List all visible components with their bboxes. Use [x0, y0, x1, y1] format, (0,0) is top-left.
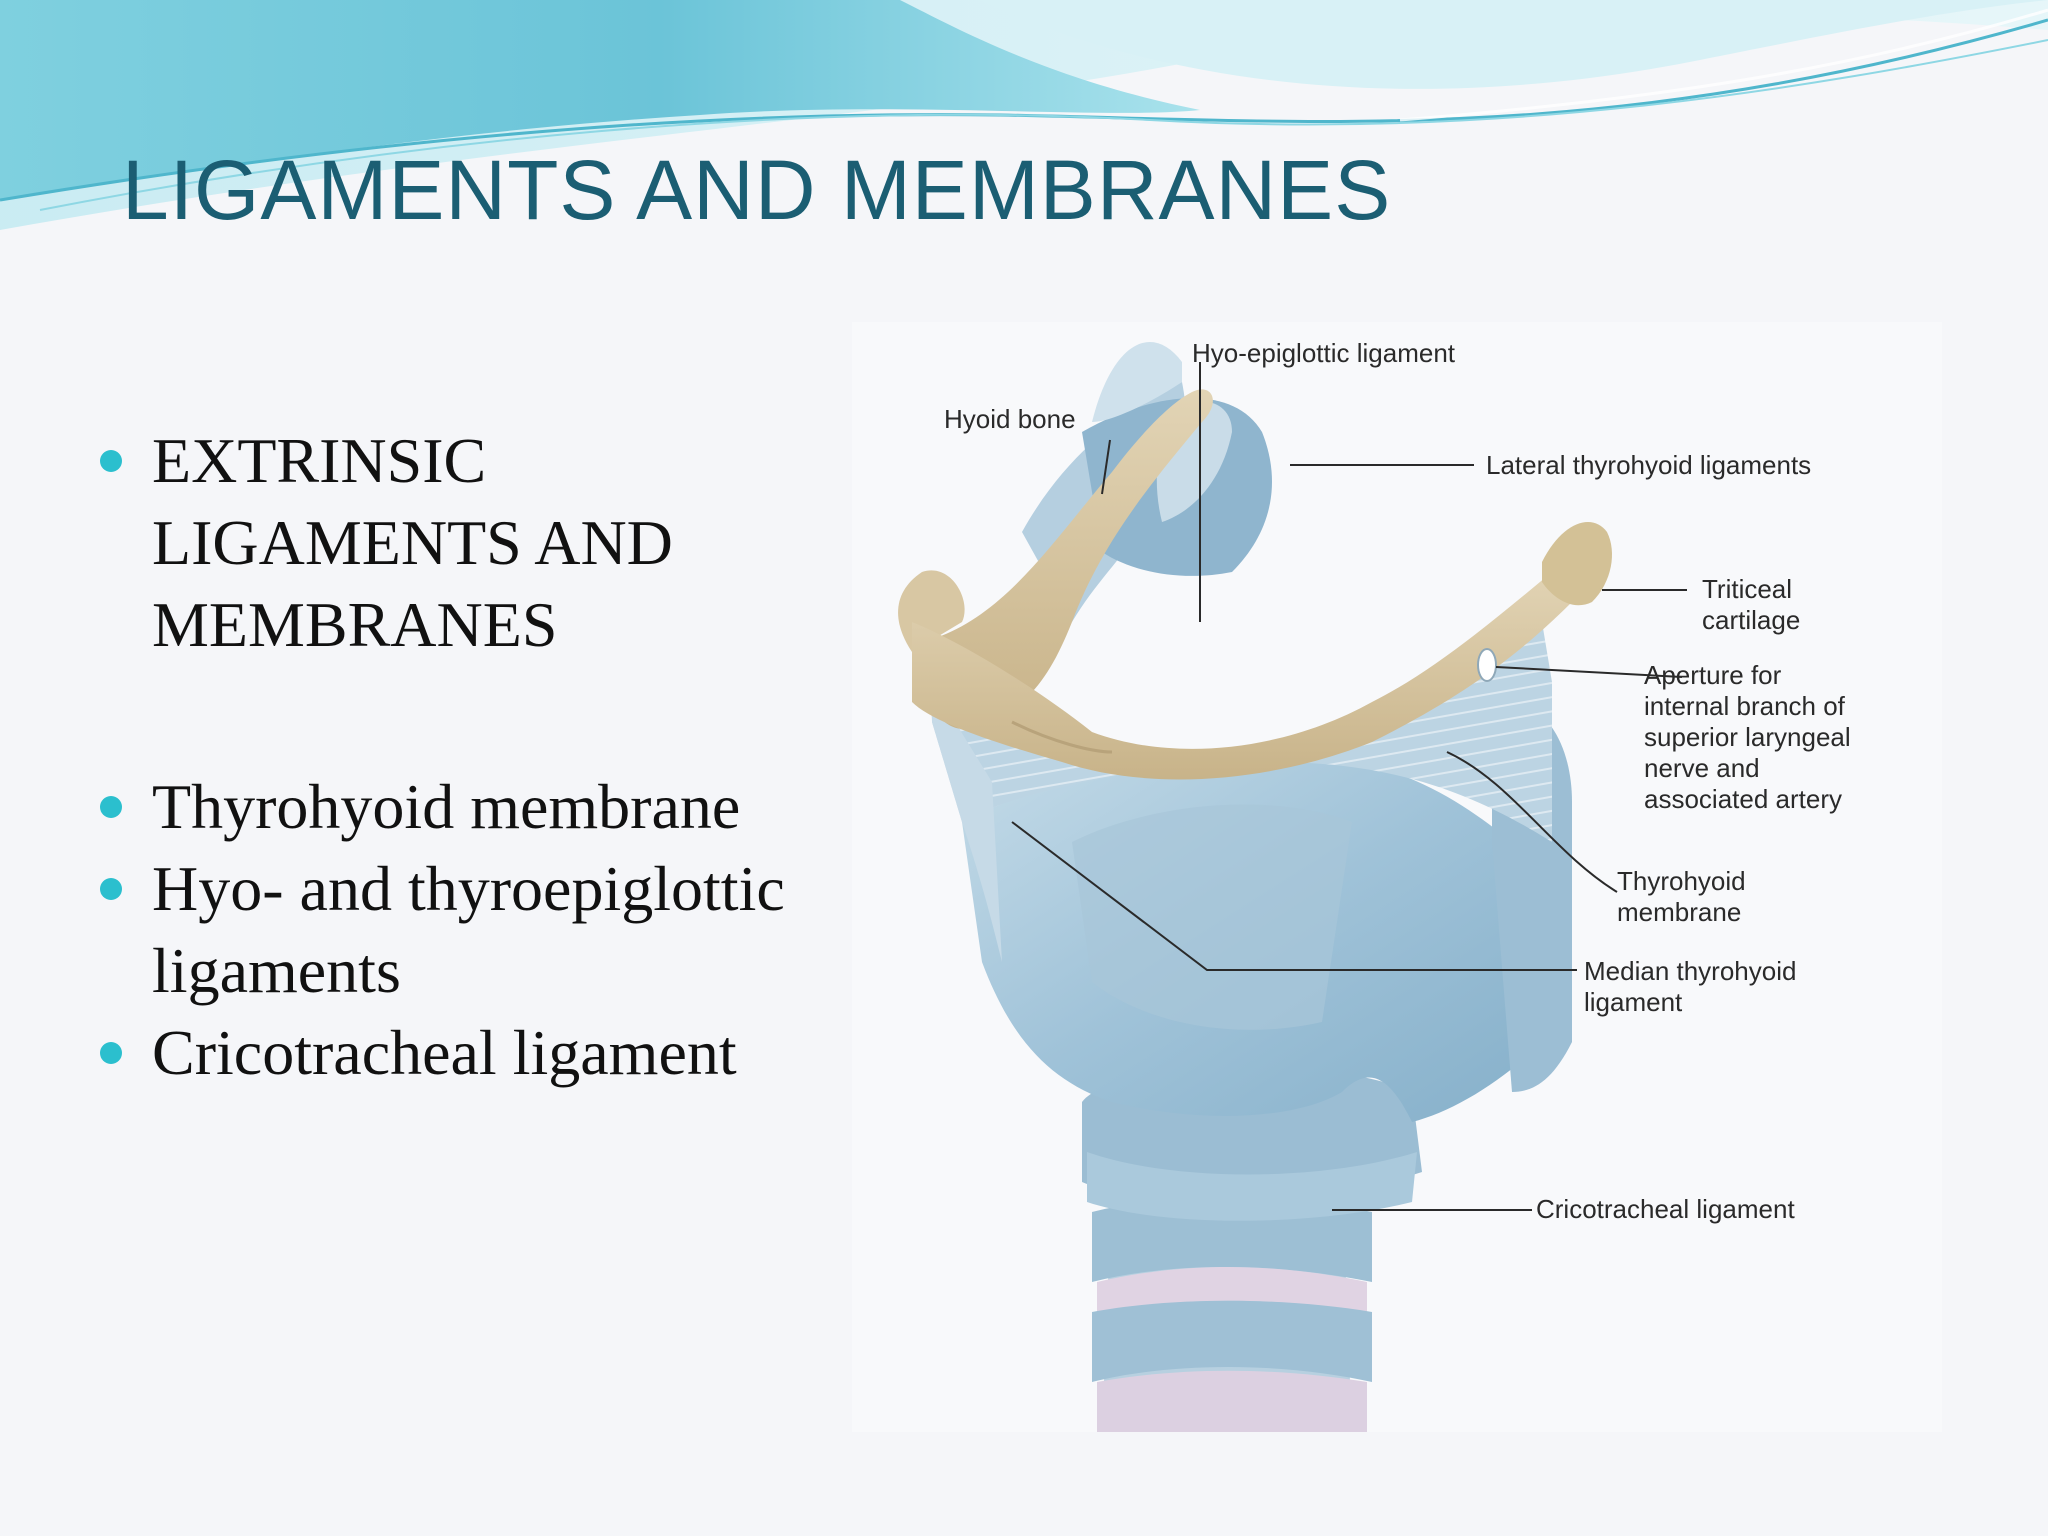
label-thyrohyoid-membrane-line1: Thyrohyoid: [1617, 866, 1746, 896]
label-triticeal-cartilage: [1702, 574, 1800, 636]
label-aperture-line4: nerve and: [1644, 753, 1760, 783]
label-hyoid-bone: Hyoid bone: [944, 404, 1076, 434]
bullet-list: [96, 420, 856, 1094]
label-triticeal-line2: cartilage: [1702, 605, 1801, 635]
label-median-thyrohyoid-ligament: [1584, 956, 1796, 1018]
label-aperture-line2: internal branch of: [1644, 691, 1845, 721]
label-median-thyrohyoid-line2: ligament: [1584, 987, 1683, 1017]
bullet-extrinsic: EXTRINSIC LIGAMENTS AND MEMBRANES: [96, 420, 856, 666]
label-aperture: [1644, 660, 1851, 815]
label-cricotracheal-ligament: Cricotracheal ligament: [1536, 1194, 1795, 1224]
label-median-thyrohyoid-line1: Median thyrohyoid: [1584, 956, 1797, 986]
label-aperture-line5: associated artery: [1644, 784, 1842, 814]
label-hyo-epiglottic-ligament: Hyo-epiglottic ligament: [1192, 338, 1456, 368]
label-thyrohyoid-membrane-line2: membrane: [1617, 897, 1742, 927]
label-aperture-line3: superior laryngeal: [1644, 722, 1851, 752]
label-aperture-line1: Aperture for: [1644, 660, 1782, 690]
label-lateral-thyrohyoid-ligaments: Lateral thyrohyoid ligaments: [1486, 450, 1812, 480]
larynx-diagram: [852, 322, 1942, 1432]
label-triticeal-line1: Triticeal: [1702, 574, 1793, 604]
bullet-thyrohyoid-membrane: Thyrohyoid membrane: [96, 766, 856, 848]
slide-title: LIGAMENTS AND MEMBRANES: [122, 143, 1392, 237]
bullet-hyo-thyroepiglottic: Hyo- and thyroepiglottic ligaments: [96, 848, 856, 1012]
larynx-illustration: [852, 322, 1942, 1432]
label-thyrohyoid-membrane: [1617, 866, 1746, 928]
bullet-cricotracheal: Cricotracheal ligament: [96, 1012, 856, 1094]
